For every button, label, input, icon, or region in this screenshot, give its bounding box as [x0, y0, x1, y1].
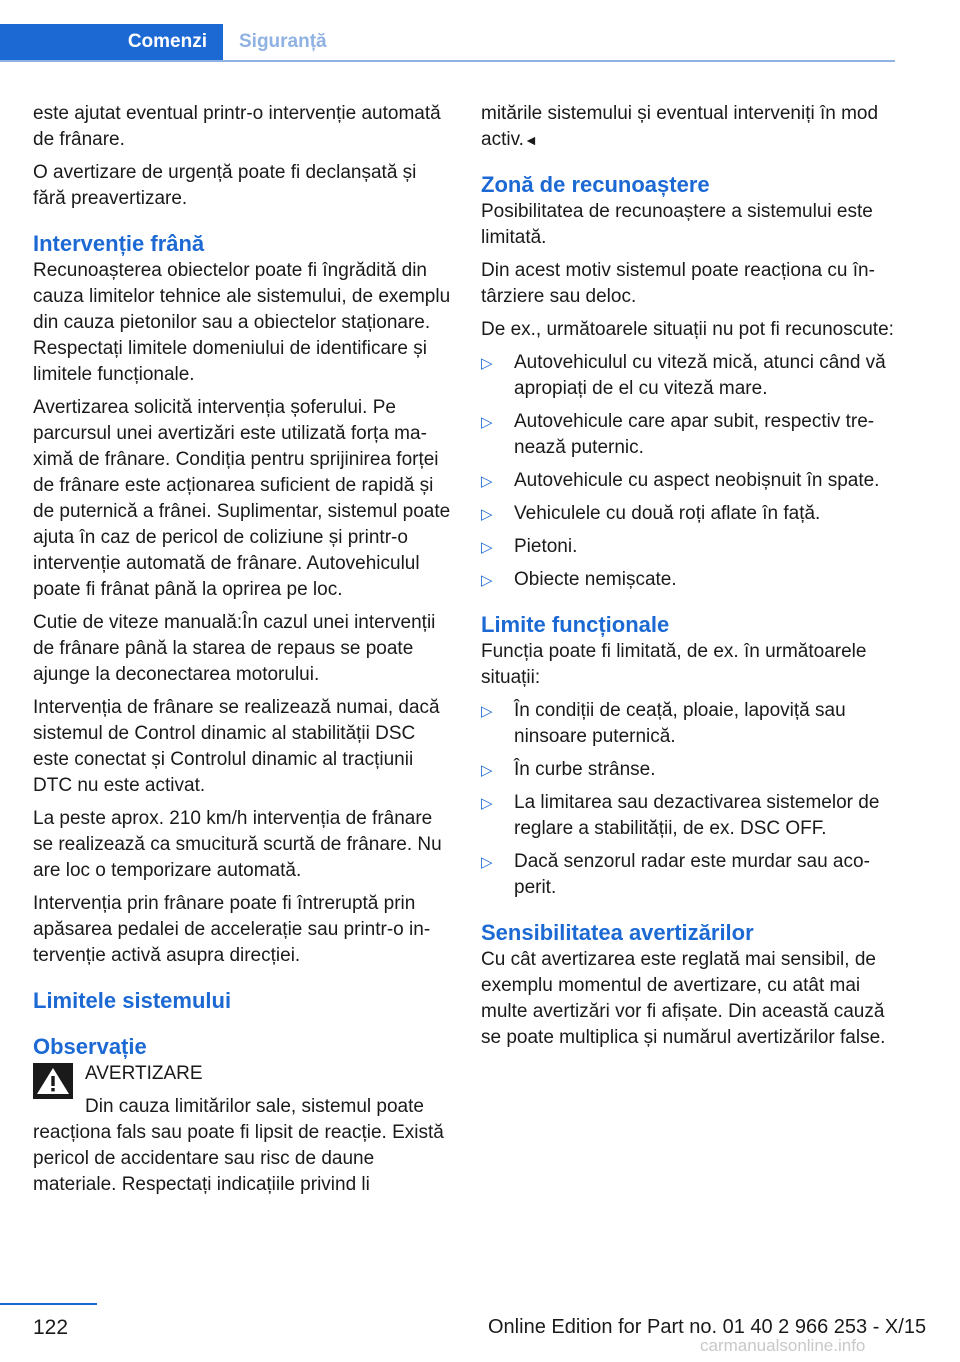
bullet-triangle-icon: ▷: [481, 762, 493, 779]
paragraph: Intervenția prin frânare poate fi întreruptă prin apăsarea pedalei de accelerație sau printr-o intervenție activă asupra direcției.: [33, 893, 431, 966]
paragraph: Intervenția de frânare se realizează numai, dacă sistemul de Control dinamic al stabilității DSC este conectat și Controlul dinamic al tracțiunii DTC nu este activat.: [33, 697, 440, 796]
list-item: ▷ În curbe strânse.: [481, 757, 899, 783]
list-item: ▷ Autovehicule care apar subit, respectiv trenează puternic.: [481, 411, 875, 458]
bullet-triangle-icon: ▷: [481, 854, 493, 871]
heading-zona-recunoastere: Zonă de recunoaștere: [481, 172, 710, 197]
right-column: [481, 101, 899, 1058]
list-item: ▷ Autovehiculul cu viteză mică, atunci când vă apropiați de el cu viteză mare.: [481, 352, 886, 399]
paragraph: [481, 101, 899, 153]
paragraph: La peste aprox. 210 km/h intervenția de frânare se realizează ca smucitură scurtă de frânare. Nu are loc o temporizare automată.: [33, 808, 442, 881]
bullet-triangle-icon: ▷: [481, 539, 493, 556]
heading-interventie-frana: Intervenție frână: [33, 231, 205, 256]
paragraph: Posibilitatea de recunoaștere a sistemului este limitată.: [481, 201, 873, 248]
warning-block: [33, 1061, 451, 1087]
paragraph: este ajutat eventual printr-o intervenție automată de frânare.: [33, 103, 441, 150]
header-tabs: [0, 24, 895, 62]
paragraph: Din acest motiv sistemul poate reacționa cu întârziere sau deloc.: [481, 260, 875, 307]
page-number: 122: [33, 1316, 69, 1339]
paragraph-text: mitările sistemului și eventual interveniți în mod activ.: [481, 103, 879, 150]
tab-comenzi[interactable]: Comenzi: [0, 24, 223, 60]
heading-observatie: Observație: [33, 1034, 147, 1059]
heading-limitele-sistemului: Limitele sistemului: [33, 988, 232, 1013]
end-mark-icon: ◄: [523, 132, 538, 148]
bullet-triangle-icon: ▷: [481, 795, 493, 812]
watermark: carmanualsonline.info: [700, 1336, 866, 1355]
list-item: ▷ Pietoni.: [481, 534, 899, 560]
bullet-triangle-icon: ▷: [481, 703, 493, 720]
header-rule: [0, 60, 895, 62]
warning-triangle-icon: [33, 1063, 73, 1099]
bullet-triangle-icon: ▷: [481, 355, 493, 372]
heading-limite-functionale: Limite funcționale: [481, 612, 670, 637]
left-column: [33, 101, 451, 1205]
bullet-triangle-icon: ▷: [481, 572, 493, 589]
paragraph: Funcția poate fi limitată, de ex. în următoarele situații:: [481, 641, 867, 688]
list-item: ▷ În condiții de ceață, ploaie, lapoviță sau ninsoare puternică.: [481, 700, 846, 747]
list-item: ▷ Autovehicule cu aspect neobișnuit în spate.: [481, 468, 899, 494]
list-item: ▷ Dacă senzorul radar este murdar sau acoperit.: [481, 851, 870, 898]
bullet-triangle-icon: ▷: [481, 473, 493, 490]
footer-rule: [0, 1303, 97, 1305]
edition-line: Online Edition for Part no. 01 40 2 966 253 - X/15: [488, 1316, 927, 1338]
list-situations: [481, 350, 899, 593]
paragraph: Cutie de viteze manuală:În cazul unei intervenții de frânare până la starea de repaus se poate ajunge la deconectarea motorului.: [33, 612, 436, 685]
warning-body: Din cauza limitărilor sale, sistemul poate reacționa fals sau poate fi lipsit de reacție. Există pericol de accidentare sau risc de daune materiale. Respectați indicațiile privind li: [33, 1096, 444, 1195]
bullet-triangle-icon: ▷: [481, 506, 493, 523]
paragraph: De ex., următoarele situații nu pot fi recunoscute:: [481, 319, 894, 340]
paragraph: Avertizarea solicită intervenția șoferului. Pe parcursul unei avertizări este utilizată forța maximă de frânare. Condiția pentru sprijinirea forței de frânare este acționarea suficient de rapidă și de puternică a frânei. Suplimentar, sistemul poate ajuta în caz de pericol de coliziune și printr-o intervenție automată de frânare. Autovehiculul poate fi frânat până la oprirea pe loc.: [33, 397, 451, 600]
list-item: ▷ La limitarea sau dezactivarea sistemelor de reglare a stabilității, de ex. DSC OFF.: [481, 792, 880, 839]
list-limits: [481, 698, 899, 901]
list-item: ▷ Obiecte nemișcate.: [481, 567, 899, 593]
paragraph: Cu cât avertizarea este reglată mai sensibil, de exemplu momentul de avertizare, cu atât mai multe avertizări vor fi afișate. Din această cauză se poate multiplica și numărul avertizărilor false.: [481, 949, 886, 1048]
heading-sensibilitatea-avertizarilor: Sensibilitatea avertizărilor: [481, 920, 754, 945]
bullet-triangle-icon: ▷: [481, 414, 493, 431]
tab-siguranta[interactable]: Siguranță: [239, 31, 327, 52]
warning-title: AVERTIZARE: [85, 1063, 203, 1084]
paragraph: O avertizare de urgență poate fi declanșată și fără preavertizare.: [33, 162, 417, 209]
paragraph: Recunoașterea obiectelor poate fi îngrădită din cauza limitelor tehnice ale sistemului, de exemplu din cauza pietonilor sau a obiectelor staționare. Respectați limitele domeniului de identificare și limitele funcționale.: [33, 260, 451, 385]
list-item: ▷ Vehiculele cu două roți aflate în față.: [481, 501, 899, 527]
